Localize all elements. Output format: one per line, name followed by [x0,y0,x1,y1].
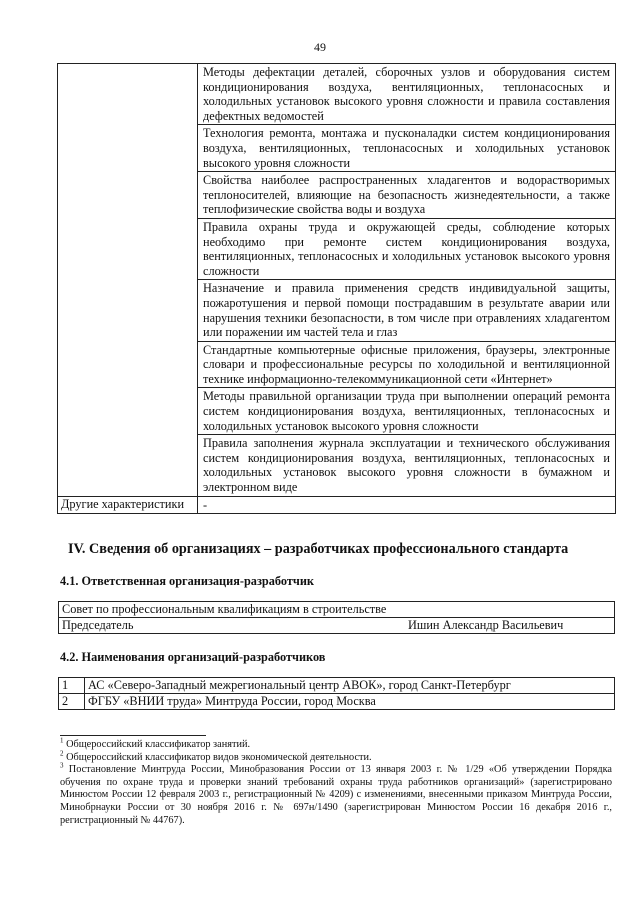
table-row [59,678,615,694]
footnote-text: Общероссийский классификатор видов экономической деятельности. [63,751,372,763]
developer-number: 2 [59,694,85,710]
developer-name: АС «Северо-Западный межрегиональный центр АВОК», город Санкт-Петербург [85,678,615,694]
page-number: 49 [314,40,326,54]
org-name: Совет по профессиональным квалификациям в строительстве [62,602,387,616]
footnote-text: Общероссийский классификатор занятий. [63,739,251,750]
developer-number: 1 [59,678,85,694]
footnote-mark: 3 [60,761,64,770]
table-cell: Стандартные компьютерные офисные приложения, браузеры, электронные словари и профессиональные ресурсы по холодильной и вентиляционной технике информационно-телекоммуникационной сети «Интернет» [198,341,616,388]
table-cell: Назначение и правила применения средств индивидуальной защиты, пожаротушения и первой помощи пострадавшим в результате аварии или нарушения техники безопасности, в том числе при отравлениях хладагентом или поражении им частей тела и глаз [198,280,616,341]
footnote [60,736,612,752]
head-name: Ишин Александр Васильевич [408,618,564,632]
responsible-organization [58,601,615,634]
other-characteristics-value: - [198,496,616,514]
table-cell: Правила охраны труда и окружающей среды, соблюдение которых необходимо при ремонте систем кондиционирования воздуха, вентиляционных, теплонасосных и холодильных установок высокого уровня сложности [198,218,616,279]
requirements-table [57,63,616,514]
table-cell: Технология ремонта, монтажа и пусконаладки систем кондиционирования воздуха, вентиляционных, теплонасосных и холодильных установок высокого уровня сложности [198,125,616,172]
section-title: IV. Сведения об организациях – разработчиках профессионального стандарта [68,541,569,557]
other-characteristics-label: Другие характеристики [58,496,198,514]
footnote-mark: 2 [60,749,64,758]
footnote-mark: 1 [60,736,64,745]
org-name-row [58,601,615,618]
developers-table [58,677,615,710]
footnotes [60,736,612,827]
table-row-other [58,496,616,514]
footnote [60,761,612,827]
subsection-title-responsible: 4.1. Ответственная организация-разработчик [60,574,314,588]
footnote [60,749,612,765]
table-row [59,694,615,710]
footnote-separator [60,735,206,736]
org-head-row [58,618,615,634]
table-cell: Правила заполнения журнала эксплуатации и технического обслуживания систем кондиционирования воздуха, вентиляционных, теплонасосных и холодильных установок высокого уровня сложности в бумажном и электронном виде [198,435,616,496]
developer-name: ФГБУ «ВНИИ труда» Минтруда России, город Москва [85,694,615,710]
table-row [58,64,616,125]
table-cell: Методы дефектации деталей, сборочных узлов и оборудования систем кондиционирования воздуха, вентиляционных, теплонасосных и холодильных установок высокого уровня сложности и правила составления дефектных ведомостей [198,64,616,125]
table-cell: Методы правильной организации труда при выполнении операций ремонта систем кондиционирования воздуха, вентиляционных, теплонасосных и холодильных установок высокого уровня сложности [198,388,616,435]
table-cell: Свойства наиболее распространенных хладагентов и водорастворимых теплоносителей, влияющие на безопасность жизнедеятельности, а также теплофизические свойства воды и воздуха [198,172,616,219]
table-left-cell [58,64,198,497]
head-position: Председатель [62,618,134,632]
footnote-text: Постановление Минтруда России, Минобразования России от 13 января 2003 г. № 1/29 «Об утверждении Порядка обучения по охране труда и проверки знаний требований охраны труда работников организаций» (зарегистрировано Минюстом России 12 февраля 2003 г., регистрационный № 4209) с изменениями, внесенными приказом Минтруда России, Минобрнауки России от 30 ноября 2016 г. № 697н/1490 (зарегистрирован Минюстом России 16 декабря 2016 г., регистрационный № 44767). [60,764,612,826]
subsection-title-developers: 4.2. Наименования организаций-разработчиков [60,650,326,664]
